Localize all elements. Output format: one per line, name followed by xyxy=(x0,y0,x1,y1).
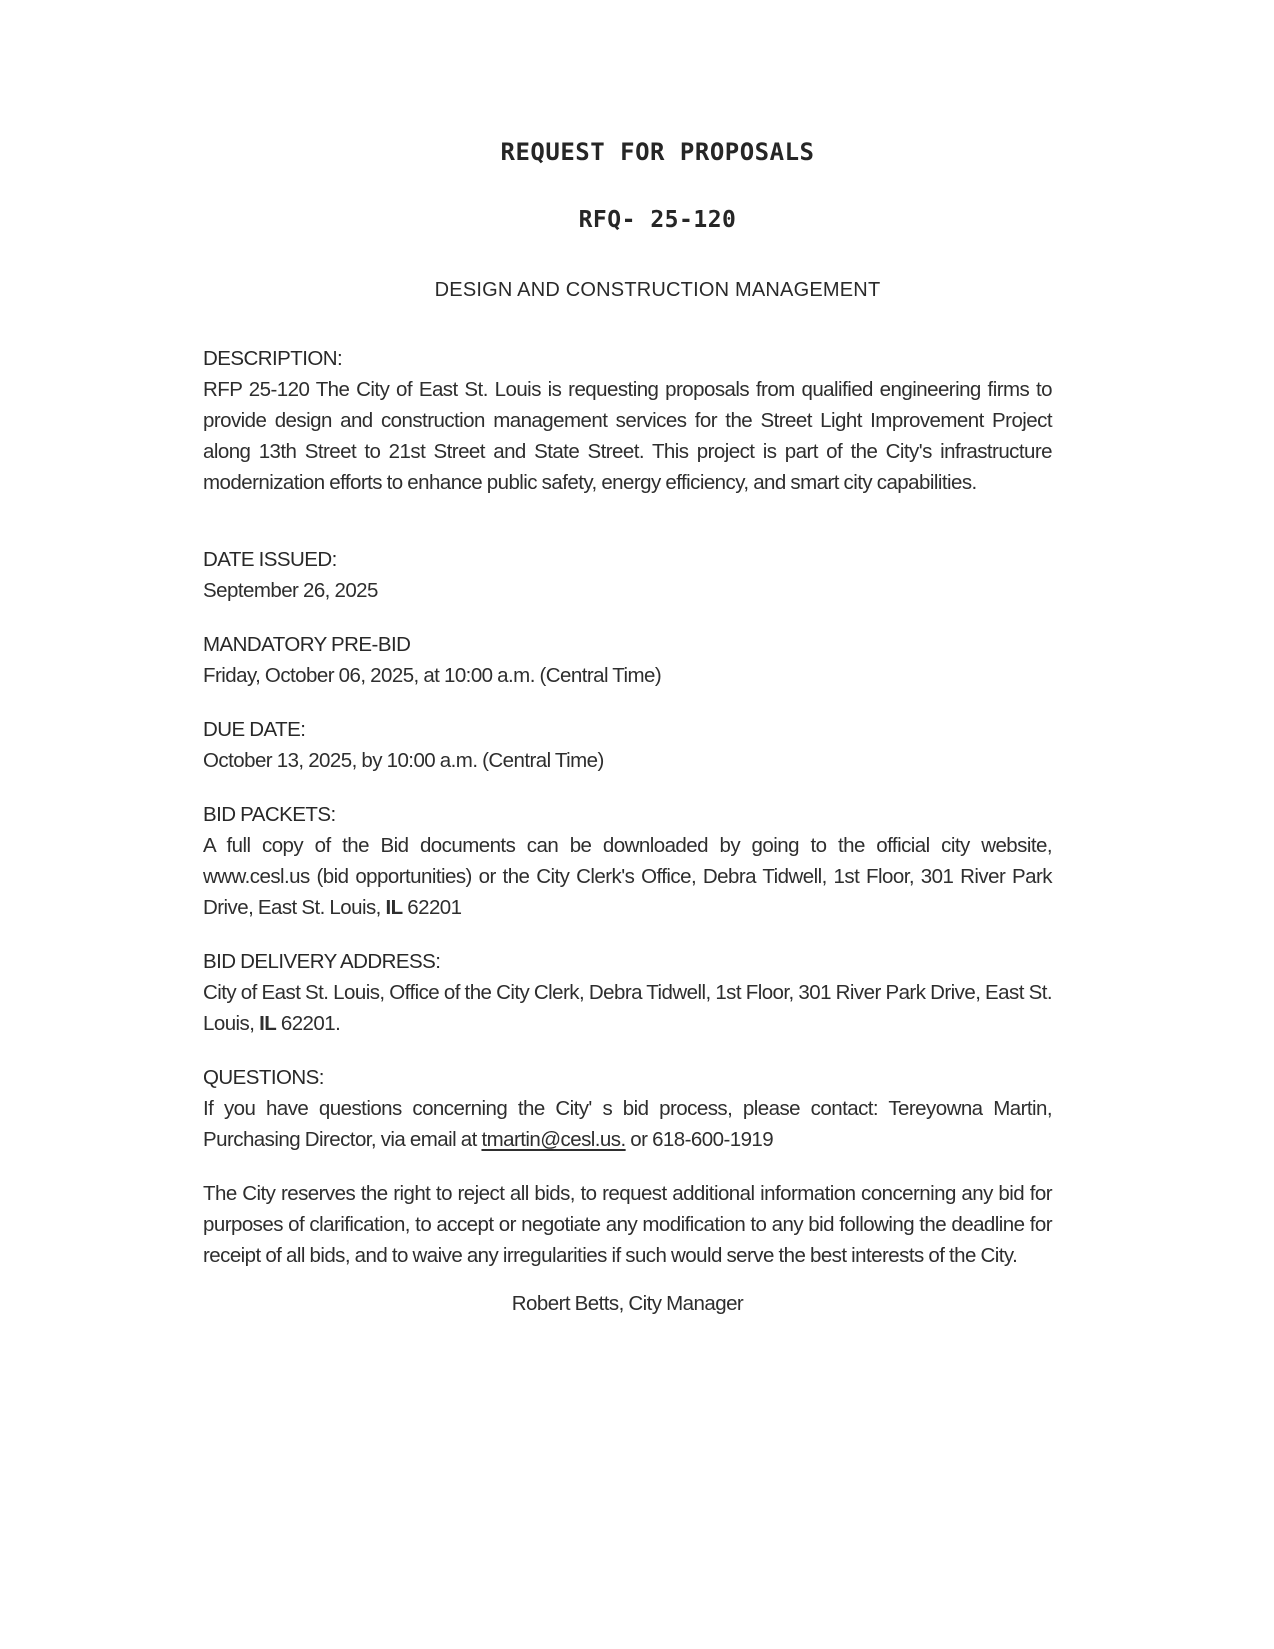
pre-bid-value: Friday, October 06, 2025, at 10:00 a.m. (Central Time) xyxy=(203,664,662,687)
section-bid-delivery xyxy=(203,946,1052,1039)
bid-packets-text-end: 62201 xyxy=(407,896,462,919)
due-date-value: October 13, 2025, by 10:00 a.m. (Central Time) xyxy=(203,749,604,772)
rights-reservation-text: The City reserves the right to reject all bids, to request additional information concerning any bid for purposes of clarification, to accept or negotiate any modification to any bid following the deadline for receipt of all bids, and to waive any irregularities if such would serve the best interests of the City. xyxy=(203,1182,1052,1267)
rfq-number: RFQ- 25-120 xyxy=(578,207,737,233)
section-description xyxy=(203,343,1052,498)
section-rights-reservation xyxy=(203,1178,1052,1271)
questions-text-start: If you have questions concerning the City' s bid process, please contact: Tereyowna Martin, Purchasing Director, via email at xyxy=(203,1097,1052,1151)
section-questions xyxy=(203,1062,1052,1155)
date-issued-label: DATE ISSUED: xyxy=(203,548,337,571)
bid-packets-label: BID PACKETS: xyxy=(203,803,336,826)
description-label: DESCRIPTION: xyxy=(203,347,343,370)
bid-delivery-text xyxy=(203,977,1052,1039)
section-bid-packets xyxy=(203,799,1052,923)
signature-line: Robert Betts, City Manager xyxy=(511,1292,744,1315)
document-subtitle: DESIGN AND CONSTRUCTION MANAGEMENT xyxy=(434,279,881,301)
document-header xyxy=(233,0,1082,302)
document-body xyxy=(203,343,1052,1319)
bid-delivery-text-start: City of East St. Louis, Office of the City Clerk, Debra Tidwell, 1st Floor, 301 River Park Drive, East St. Louis, xyxy=(203,981,1052,1035)
date-issued-value: September 26, 2025 xyxy=(203,579,378,602)
contact-email-link[interactable]: tmartin@cesl.us. xyxy=(481,1128,626,1151)
questions-label: QUESTIONS: xyxy=(203,1066,324,1089)
questions-text xyxy=(203,1093,1052,1155)
due-date-label: DUE DATE: xyxy=(203,718,306,741)
section-pre-bid xyxy=(203,629,1052,691)
bid-packets-state-abbr: IL xyxy=(385,896,403,919)
description-text: RFP 25-120 The City of East St. Louis is requesting proposals from qualified engineering firms to provide design and construction management services for the Street Light Improvement Project along 13th Street to 21st Street and State Street. This project is part of the City's infrastructure modernization efforts to enhance public safety, energy efficiency, and smart city capabilities. xyxy=(203,378,1052,494)
questions-text-end: or 618-600-1919 xyxy=(630,1128,774,1151)
pre-bid-label: MANDATORY PRE-BID xyxy=(203,633,411,656)
bid-delivery-text-end: 62201. xyxy=(280,1012,341,1035)
bid-packets-text xyxy=(203,830,1052,923)
bid-delivery-label: BID DELIVERY ADDRESS: xyxy=(203,950,441,973)
section-due-date xyxy=(203,714,1052,776)
bid-delivery-state-abbr: IL xyxy=(259,1012,277,1035)
section-date-issued xyxy=(203,544,1052,606)
bid-packets-text-start: A full copy of the Bid documents can be downloaded by going to the official city website, www.cesl.us (bid opportunities) or the City Clerk's Office, Debra Tidwell, 1st Floor, 301 River Park Drive, East St. Louis, xyxy=(203,834,1052,919)
document-title: REQUEST FOR PROPOSALS xyxy=(500,138,815,166)
